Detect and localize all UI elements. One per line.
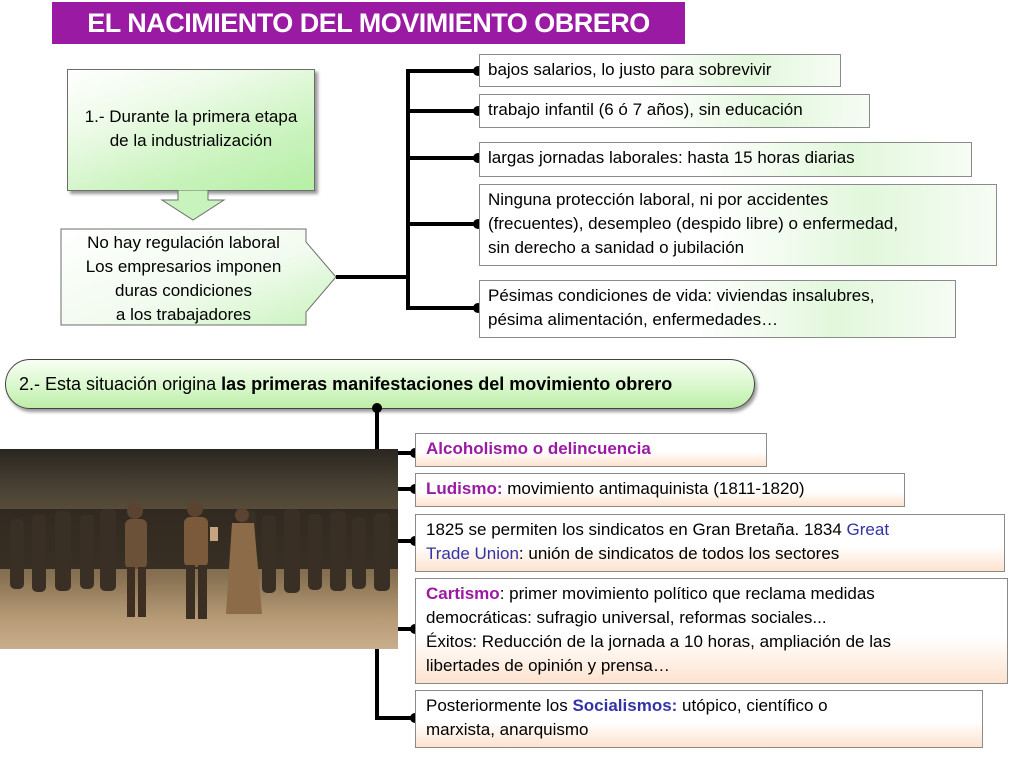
manifestation-box-alcohol — [415, 433, 767, 467]
connector-branch-5 — [406, 306, 478, 310]
manifestation-text: : primer movimiento político que reclama medidas — [499, 584, 875, 603]
header-prefix: 2.- Esta situación origina — [19, 374, 222, 394]
condition-box-living — [479, 280, 956, 338]
stage-line-2: de la industrialización — [109, 131, 273, 150]
manifestation-text: utópico, científico o — [677, 696, 828, 715]
condition-text: pésima alimentación, enfermedades… — [488, 310, 779, 329]
manifestation-box-ludismo — [415, 473, 905, 507]
manifestation-text: democráticas: sufragio universal, reformas sociales... — [426, 608, 827, 627]
stage-box — [67, 69, 315, 191]
regulation-line-4: a los trabajadores — [115, 305, 252, 324]
manifestation-title: Alcoholismo o delincuencia — [426, 439, 651, 458]
manifestation-highlight: Great — [846, 520, 890, 539]
condition-text: trabajo infantil (6 ó 7 años), sin educación — [488, 100, 803, 119]
condition-text: (frecuentes), desempleo (despido libre) o enfermedad, — [488, 214, 899, 233]
manifestation-text: 1825 se permiten los sindicatos en Gran Bretaña. 1834 — [426, 520, 847, 539]
connector-branch-4 — [406, 222, 478, 226]
connector-branch-1 — [406, 69, 478, 73]
painting-workers-march — [0, 449, 398, 649]
condition-text: bajos salarios, lo justo para sobrevivir — [488, 60, 772, 79]
condition-box-long-hours — [479, 142, 972, 177]
connector-horizontal — [336, 275, 409, 279]
condition-text: sin derecho a sanidad o jubilación — [488, 238, 745, 257]
manifestation-text: Éxitos: Reducción de la jornada a 10 horas, ampliación de las — [426, 632, 891, 651]
condition-box-child-labor — [479, 94, 870, 128]
condition-text: largas jornadas laborales: hasta 15 horas diarias — [488, 148, 855, 167]
manifestation-highlight: Socialismos: — [572, 696, 678, 715]
down-arrow-icon — [160, 190, 230, 224]
manifestation-text: movimiento antimaquinista (1811-1820) — [502, 479, 805, 498]
stage-line-1: 1.- Durante la primera etapa — [84, 107, 298, 126]
manifestation-box-sindicatos — [415, 514, 1005, 572]
manifestation-box-socialismos — [415, 690, 983, 748]
condition-box-salaries — [479, 54, 841, 87]
condition-text: Pésimas condiciones de vida: viviendas insalubres, — [488, 286, 875, 305]
manifestation-highlight: Trade Union — [426, 544, 519, 563]
connector-branch-2 — [406, 109, 478, 113]
connector-vertical — [406, 69, 410, 310]
manifestation-title: Cartismo — [426, 584, 500, 603]
section-2-header — [5, 359, 755, 409]
header-bold: las primeras manifestaciones del movimiento obrero — [221, 374, 673, 394]
manifestation-text: libertades de opinión y prensa… — [426, 656, 670, 675]
connector-branch-3 — [406, 156, 478, 160]
page-title: EL NACIMIENTO DEL MOVIMIENTO OBRERO — [52, 2, 685, 44]
regulation-line-3: duras condiciones — [114, 281, 253, 300]
regulation-line-2: Los empresarios imponen — [85, 257, 282, 276]
manifestation-text: : unión de sindicatos de todos los sectores — [518, 544, 840, 563]
regulation-text — [60, 231, 307, 327]
manifestation-box-cartismo — [415, 578, 1008, 684]
crowd-illustration — [0, 449, 398, 649]
condition-text: Ninguna protección laboral, ni por accidentes — [488, 190, 829, 209]
manifestation-title: Ludismo: — [426, 479, 503, 498]
manifestation-text: Posteriormente los — [426, 696, 573, 715]
condition-box-no-protection — [479, 184, 997, 266]
manifestation-text: marxista, anarquismo — [426, 720, 589, 739]
regulation-line-1: No hay regulación laboral — [87, 233, 280, 252]
